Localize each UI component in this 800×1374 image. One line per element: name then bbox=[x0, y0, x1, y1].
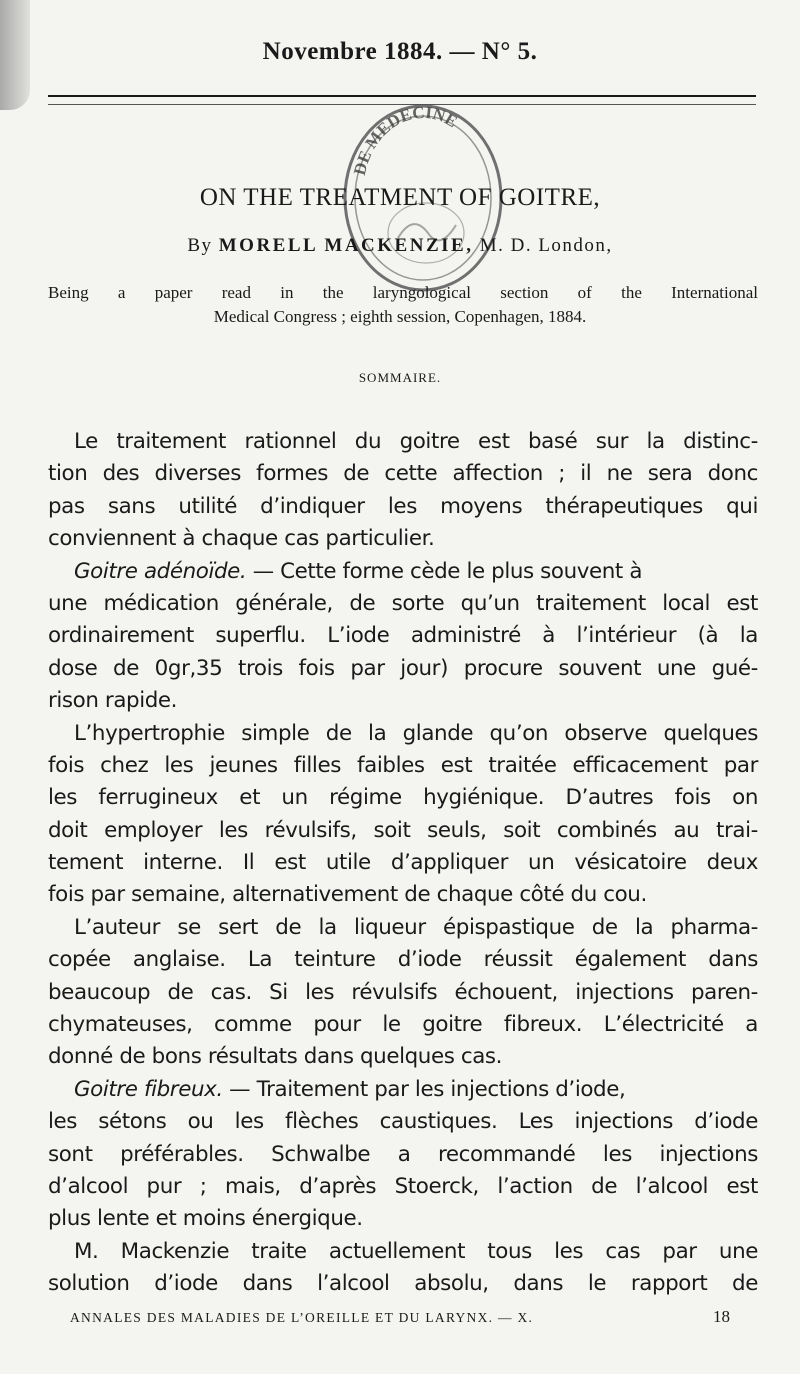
paper-note-line-2: Medical Congress ; eighth session, Copenhagen, 1884. bbox=[213, 307, 587, 326]
author-credentials: M. D. London, bbox=[479, 235, 613, 256]
text-line: ordinairement superflu. L’iode administré à l’intérieur (à la bbox=[48, 623, 758, 649]
text-line: M. Mackenzie traite actuellement tous les cas par une bbox=[74, 1238, 758, 1264]
author-name: MORELL MACKENZIE, bbox=[218, 235, 474, 256]
page-footer bbox=[70, 1307, 730, 1326]
subheading-fibrous-goitre: Goitre fibreux. bbox=[74, 1076, 223, 1102]
text-line: fois chez les jeunes filles faibles est traitée efficacement par bbox=[48, 752, 758, 778]
text-line: Le traitement rationnel du goitre est basé sur la distinc- bbox=[74, 429, 758, 454]
text-line: copée anglaise. La teinture d’iode réussit également dans bbox=[48, 947, 758, 973]
byline bbox=[0, 235, 800, 257]
running-header: Novembre 1884. — N° 5. bbox=[262, 38, 538, 65]
text-line: sont préférables. Schwalbe a recommandé les injections bbox=[48, 1141, 758, 1167]
text-line: doit employer les révulsifs, soit seuls, soit combinés au trai- bbox=[48, 817, 758, 843]
paper-note-line-1: Being a paper read in the laryngological section of the International bbox=[48, 283, 758, 302]
header-rule bbox=[48, 95, 756, 97]
text-line: fois par semaine, alternativement de chaque côté du cou. bbox=[48, 882, 647, 908]
text-line: plus lente et moins énergique. bbox=[48, 1206, 363, 1232]
text-line bbox=[48, 556, 758, 588]
article-title: ON THE TREATMENT OF GOITRE, bbox=[199, 184, 601, 211]
page-number: 18 bbox=[713, 1307, 730, 1326]
text-line bbox=[48, 1074, 758, 1106]
text-line: beaucoup de cas. Si les révulsifs échouent, injections paren- bbox=[48, 979, 758, 1005]
text-line: L’hypertrophie simple de la glande qu’on observe quelques bbox=[74, 720, 758, 746]
text-line: les ferrugineux et un régime hygiénique. D’autres fois on bbox=[48, 785, 758, 811]
text-line: conviennent à chaque cas particulier. bbox=[48, 526, 435, 552]
text-line: tion des diverses formes de cette affection ; il ne sera donc bbox=[48, 461, 758, 487]
text-line: d’alcool pur ; mais, d’après Stoerck, l’action de l’alcool est bbox=[48, 1173, 758, 1199]
text-line: rison rapide. bbox=[48, 688, 178, 714]
journal-name: ANNALES DES MALADIES DE L’OREILLE ET DU LARYNX. — X. bbox=[70, 1310, 534, 1325]
stamp-text: DE MEDECINE bbox=[349, 102, 461, 178]
text-line: chymateuses, comme pour le goitre fibreux. L’électricité a bbox=[48, 1012, 758, 1038]
text-line: une médication générale, de sorte qu’un traitement local est bbox=[48, 590, 758, 616]
text-fragment: — Traitement par les injections d’iode, bbox=[222, 1076, 626, 1102]
section-heading: SOMMAIRE. bbox=[358, 370, 442, 385]
article-body bbox=[48, 426, 758, 1301]
text-line: solution d’iode dans l’alcool absolu, dans le rapport de bbox=[48, 1271, 758, 1297]
text-line: tement interne. Il est utile d’appliquer un vésicatoire deux bbox=[48, 850, 758, 876]
subheading-adenoid-goitre: Goitre adénoïde. bbox=[74, 558, 247, 584]
text-line: L’auteur se sert de la liqueur épispastique de la pharma- bbox=[74, 914, 758, 940]
text-line: dose de 0gr,35 trois fois par jour) procure souvent une gué- bbox=[48, 655, 758, 681]
text-line: donné de bons résultats dans quelques cas. bbox=[48, 1044, 503, 1070]
text-line: les sétons ou les flèches caustiques. Les injections d’iode bbox=[48, 1109, 758, 1135]
byline-prefix: By bbox=[187, 235, 213, 256]
text-fragment: — Cette forme cède le plus souvent à bbox=[246, 558, 643, 584]
text-line: pas sans utilité d’indiquer les moyens thérapeutiques qui bbox=[48, 493, 758, 519]
